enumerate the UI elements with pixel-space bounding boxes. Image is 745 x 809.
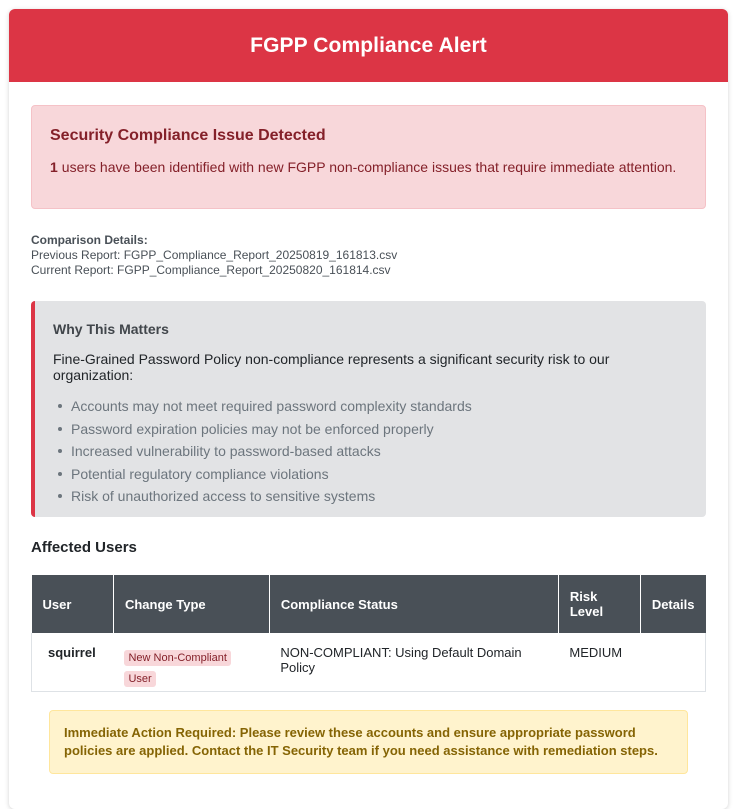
alert-message-text: users have been identified with new FGPP non-compliance issues that require immediate attention. [61, 159, 677, 175]
danger-alert [31, 105, 706, 209]
cell-compliance-status: NON-COMPLIANT: Using Default Domain Policy [269, 633, 558, 691]
comparison-details [31, 233, 397, 278]
risk-item: Potential regulatory compliance violations [71, 463, 688, 486]
cell-change-type [113, 633, 269, 691]
cell-details [640, 633, 705, 691]
action-text: Please review these accounts and ensure appropriate password policies are applied. Contact the IT Security team if you need assistance with remediation steps. [64, 725, 658, 758]
column-header-change-type: Change Type [113, 575, 269, 633]
page-title: FGPP Compliance Alert [250, 33, 487, 57]
comparison-label: Comparison Details: [31, 233, 148, 247]
why-title: Why This Matters [53, 321, 169, 337]
risk-item: Password expiration policies may not be enforced properly [71, 418, 688, 441]
column-header-risk-level: Risk Level [558, 575, 640, 633]
change-type-badge: New Non-Compliant User [124, 650, 230, 687]
cell-risk-level: MEDIUM [558, 633, 640, 691]
alert-title: Security Compliance Issue Detected [50, 127, 326, 144]
risk-item: Accounts may not meet required password complexity standards [71, 395, 688, 418]
table-row [32, 633, 706, 691]
why-intro: Fine-Grained Password Policy non-compliance represents a significant security risk to our organization: [53, 351, 610, 383]
why-this-matters-panel [31, 301, 706, 517]
header-banner [9, 9, 728, 82]
cell-user: squirrel [32, 633, 114, 691]
risk-item: Risk of unauthorized access to sensitive systems [71, 485, 688, 508]
affected-users-table [31, 575, 706, 692]
affected-users-heading: Affected Users [31, 539, 137, 556]
column-header-user: User [32, 575, 114, 633]
risk-item: Increased vulnerability to password-based attacks [71, 440, 688, 463]
column-header-details: Details [640, 575, 705, 633]
risk-list [53, 395, 688, 508]
alert-message [50, 159, 687, 175]
previous-report: Previous Report: FGPP_Compliance_Report_20250819_161813.csv [31, 248, 398, 262]
affected-count: 1 [50, 159, 58, 175]
current-report: Current Report: FGPP_Compliance_Report_20250820_161814.csv [31, 263, 391, 277]
action-label: Immediate Action Required: [64, 725, 237, 740]
alert-email-card [9, 9, 728, 809]
action-required-alert [49, 710, 688, 774]
column-header-compliance-status: Compliance Status [269, 575, 558, 633]
table-header-row [32, 575, 706, 633]
